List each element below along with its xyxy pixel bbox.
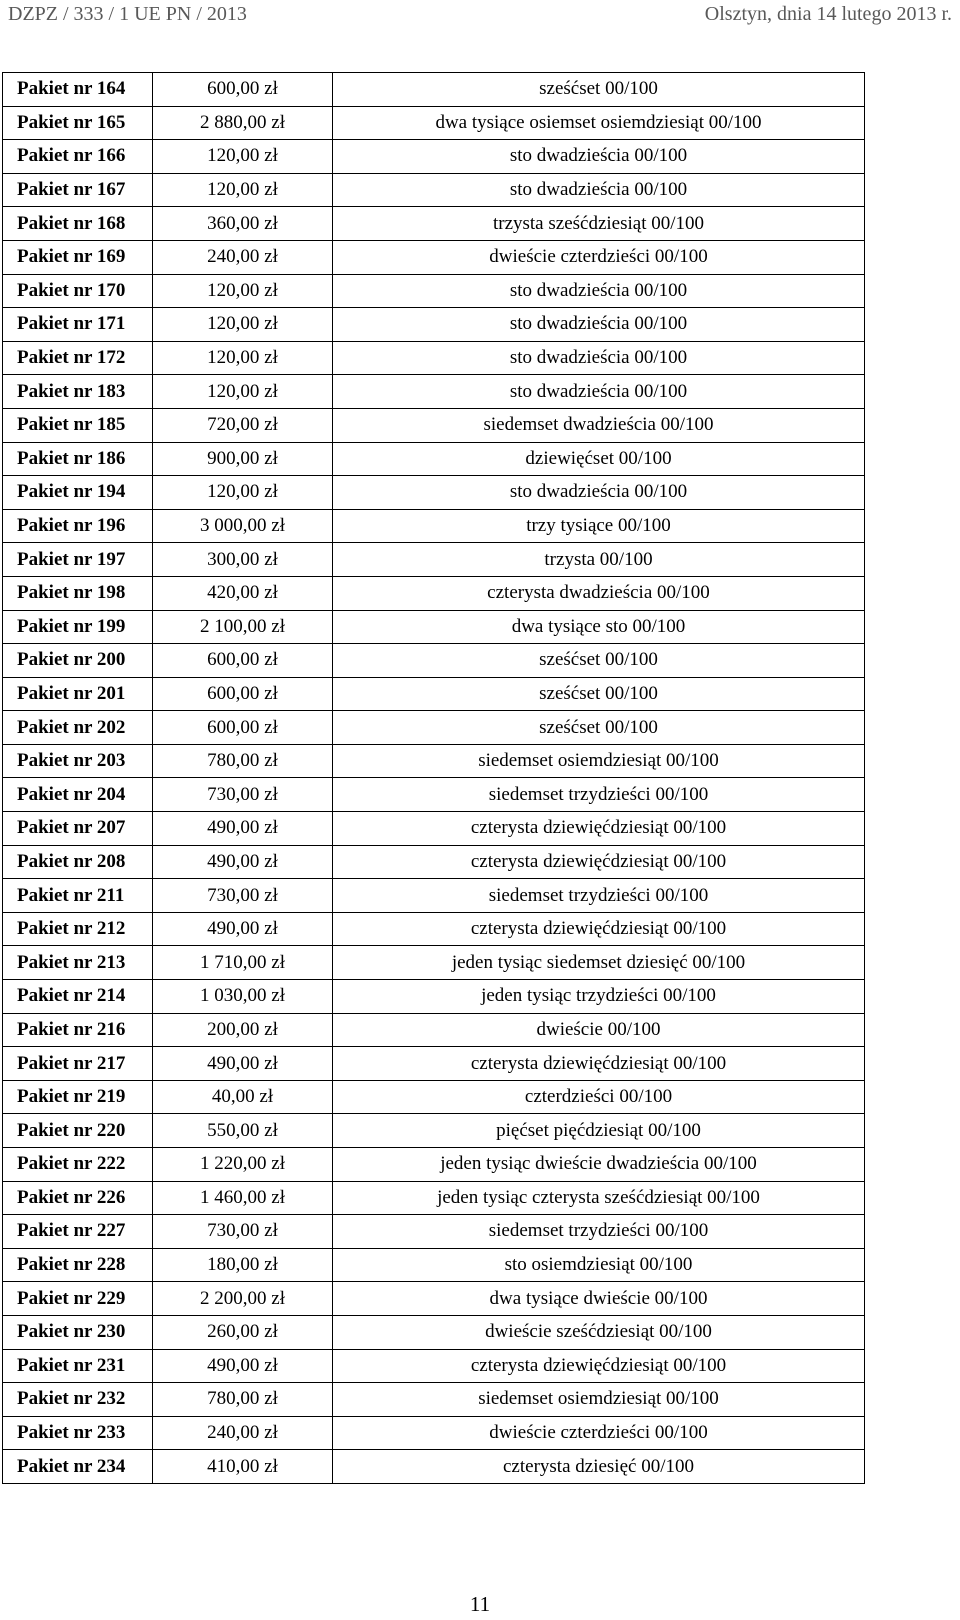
table-row — [3, 173, 865, 207]
amount-cell: 550,00 zł — [153, 1114, 333, 1148]
amount-cell: 240,00 zł — [153, 240, 333, 274]
amount-cell: 730,00 zł — [153, 1215, 333, 1249]
amount-cell: 420,00 zł — [153, 576, 333, 610]
package-number-cell: Pakiet nr 198 — [3, 576, 153, 610]
table-row — [3, 1047, 865, 1081]
package-number-cell: Pakiet nr 197 — [3, 543, 153, 577]
amount-in-words-cell: dziewięćset 00/100 — [333, 442, 865, 476]
amount-cell: 1 460,00 zł — [153, 1181, 333, 1215]
table-row — [3, 274, 865, 308]
table-row — [3, 240, 865, 274]
amount-cell: 2 880,00 zł — [153, 106, 333, 140]
amount-in-words-cell: sześćset 00/100 — [333, 677, 865, 711]
package-number-cell: Pakiet nr 227 — [3, 1215, 153, 1249]
table-row — [3, 1383, 865, 1417]
amount-cell: 120,00 zł — [153, 173, 333, 207]
table-row — [3, 576, 865, 610]
table-row — [3, 912, 865, 946]
amount-cell: 120,00 zł — [153, 476, 333, 510]
table-row — [3, 744, 865, 778]
package-number-cell: Pakiet nr 204 — [3, 778, 153, 812]
amount-in-words-cell: czterysta dziesięć 00/100 — [333, 1450, 865, 1484]
table-row — [3, 1148, 865, 1182]
amount-cell: 240,00 zł — [153, 1416, 333, 1450]
amount-cell: 360,00 zł — [153, 207, 333, 241]
amount-in-words-cell: czterysta dziewięćdziesiąt 00/100 — [333, 845, 865, 879]
amount-cell: 2 200,00 zł — [153, 1282, 333, 1316]
amount-cell: 600,00 zł — [153, 644, 333, 678]
table-row — [3, 946, 865, 980]
amount-in-words-cell: sześćset 00/100 — [333, 73, 865, 107]
document-reference: DZPZ / 333 / 1 UE PN / 2013 — [8, 2, 247, 25]
table-row — [3, 408, 865, 442]
document-date: Olsztyn, dnia 14 lutego 2013 r. — [704, 2, 952, 25]
table-row — [3, 509, 865, 543]
package-number-cell: Pakiet nr 222 — [3, 1148, 153, 1182]
amount-in-words-cell: sześćset 00/100 — [333, 711, 865, 745]
amount-in-words-cell: sto dwadzieścia 00/100 — [333, 173, 865, 207]
amount-cell: 1 030,00 zł — [153, 980, 333, 1014]
amount-in-words-cell: dwieście sześćdziesiąt 00/100 — [333, 1315, 865, 1349]
table-row — [3, 442, 865, 476]
amount-in-words-cell: sto dwadzieścia 00/100 — [333, 274, 865, 308]
packages-table-body — [3, 73, 865, 1484]
amount-cell: 1 220,00 zł — [153, 1148, 333, 1182]
table-row — [3, 207, 865, 241]
amount-in-words-cell: sto dwadzieścia 00/100 — [333, 375, 865, 409]
amount-in-words-cell: trzy tysiące 00/100 — [333, 509, 865, 543]
package-number-cell: Pakiet nr 203 — [3, 744, 153, 778]
amount-in-words-cell: dwieście czterdzieści 00/100 — [333, 240, 865, 274]
package-number-cell: Pakiet nr 207 — [3, 812, 153, 846]
package-number-cell: Pakiet nr 208 — [3, 845, 153, 879]
table-row — [3, 644, 865, 678]
amount-in-words-cell: dwieście 00/100 — [333, 1013, 865, 1047]
amount-cell: 490,00 zł — [153, 845, 333, 879]
table-row — [3, 1450, 865, 1484]
package-number-cell: Pakiet nr 217 — [3, 1047, 153, 1081]
amount-in-words-cell: czterdzieści 00/100 — [333, 1080, 865, 1114]
amount-cell: 780,00 zł — [153, 744, 333, 778]
package-number-cell: Pakiet nr 219 — [3, 1080, 153, 1114]
package-number-cell: Pakiet nr 171 — [3, 308, 153, 342]
table-row — [3, 1080, 865, 1114]
table-row — [3, 308, 865, 342]
package-number-cell: Pakiet nr 213 — [3, 946, 153, 980]
amount-in-words-cell: czterysta dziewięćdziesiąt 00/100 — [333, 1349, 865, 1383]
table-row — [3, 140, 865, 174]
amount-in-words-cell: siedemset trzydzieści 00/100 — [333, 1215, 865, 1249]
amount-in-words-cell: pięćset pięćdziesiąt 00/100 — [333, 1114, 865, 1148]
amount-in-words-cell: czterysta dziewięćdziesiąt 00/100 — [333, 812, 865, 846]
amount-in-words-cell: czterysta dziewięćdziesiąt 00/100 — [333, 1047, 865, 1081]
package-number-cell: Pakiet nr 185 — [3, 408, 153, 442]
amount-in-words-cell: dwa tysiące sto 00/100 — [333, 610, 865, 644]
table-row — [3, 1114, 865, 1148]
amount-in-words-cell: jeden tysiąc dwieście dwadzieścia 00/100 — [333, 1148, 865, 1182]
amount-in-words-cell: dwieście czterdzieści 00/100 — [333, 1416, 865, 1450]
package-number-cell: Pakiet nr 170 — [3, 274, 153, 308]
amount-cell: 720,00 zł — [153, 408, 333, 442]
amount-in-words-cell: trzysta 00/100 — [333, 543, 865, 577]
amount-cell: 600,00 zł — [153, 73, 333, 107]
amount-cell: 730,00 zł — [153, 778, 333, 812]
amount-cell: 780,00 zł — [153, 1383, 333, 1417]
amount-cell: 600,00 zł — [153, 677, 333, 711]
amount-in-words-cell: sto dwadzieścia 00/100 — [333, 308, 865, 342]
amount-cell: 260,00 zł — [153, 1315, 333, 1349]
amount-in-words-cell: jeden tysiąc trzydzieści 00/100 — [333, 980, 865, 1014]
amount-in-words-cell: siedemset dwadzieścia 00/100 — [333, 408, 865, 442]
amount-cell: 490,00 zł — [153, 1047, 333, 1081]
package-number-cell: Pakiet nr 230 — [3, 1315, 153, 1349]
table-row — [3, 980, 865, 1014]
table-row — [3, 1315, 865, 1349]
package-number-cell: Pakiet nr 201 — [3, 677, 153, 711]
amount-in-words-cell: siedemset trzydzieści 00/100 — [333, 778, 865, 812]
table-row — [3, 1215, 865, 1249]
package-number-cell: Pakiet nr 232 — [3, 1383, 153, 1417]
amount-cell: 120,00 zł — [153, 308, 333, 342]
table-row — [3, 879, 865, 913]
page-header — [8, 0, 952, 28]
table-row — [3, 341, 865, 375]
amount-in-words-cell: sto dwadzieścia 00/100 — [333, 341, 865, 375]
amount-in-words-cell: siedemset osiemdziesiąt 00/100 — [333, 1383, 865, 1417]
package-number-cell: Pakiet nr 200 — [3, 644, 153, 678]
amount-cell: 180,00 zł — [153, 1248, 333, 1282]
package-number-cell: Pakiet nr 214 — [3, 980, 153, 1014]
table-row — [3, 73, 865, 107]
amount-cell: 1 710,00 zł — [153, 946, 333, 980]
package-number-cell: Pakiet nr 169 — [3, 240, 153, 274]
amount-in-words-cell: czterysta dwadzieścia 00/100 — [333, 576, 865, 610]
table-row — [3, 1013, 865, 1047]
package-number-cell: Pakiet nr 234 — [3, 1450, 153, 1484]
package-number-cell: Pakiet nr 216 — [3, 1013, 153, 1047]
table-row — [3, 1248, 865, 1282]
table-row — [3, 812, 865, 846]
package-number-cell: Pakiet nr 199 — [3, 610, 153, 644]
package-number-cell: Pakiet nr 231 — [3, 1349, 153, 1383]
amount-in-words-cell: dwa tysiące dwieście 00/100 — [333, 1282, 865, 1316]
table-row — [3, 677, 865, 711]
amount-in-words-cell: trzysta sześćdziesiąt 00/100 — [333, 207, 865, 241]
amount-in-words-cell: sześćset 00/100 — [333, 644, 865, 678]
package-number-cell: Pakiet nr 167 — [3, 173, 153, 207]
amount-in-words-cell: sto osiemdziesiąt 00/100 — [333, 1248, 865, 1282]
packages-table — [2, 72, 865, 1484]
table-row — [3, 1416, 865, 1450]
amount-cell: 900,00 zł — [153, 442, 333, 476]
amount-cell: 730,00 zł — [153, 879, 333, 913]
package-number-cell: Pakiet nr 220 — [3, 1114, 153, 1148]
amount-cell: 120,00 zł — [153, 140, 333, 174]
package-number-cell: Pakiet nr 212 — [3, 912, 153, 946]
table-row — [3, 610, 865, 644]
amount-in-words-cell: jeden tysiąc czterysta sześćdziesiąt 00/100 — [333, 1181, 865, 1215]
package-number-cell: Pakiet nr 172 — [3, 341, 153, 375]
package-number-cell: Pakiet nr 229 — [3, 1282, 153, 1316]
table-row — [3, 106, 865, 140]
package-number-cell: Pakiet nr 166 — [3, 140, 153, 174]
amount-cell: 3 000,00 zł — [153, 509, 333, 543]
amount-in-words-cell: sto dwadzieścia 00/100 — [333, 476, 865, 510]
amount-in-words-cell: dwa tysiące osiemset osiemdziesiąt 00/100 — [333, 106, 865, 140]
table-row — [3, 778, 865, 812]
amount-cell: 120,00 zł — [153, 341, 333, 375]
package-number-cell: Pakiet nr 226 — [3, 1181, 153, 1215]
amount-cell: 410,00 zł — [153, 1450, 333, 1484]
package-number-cell: Pakiet nr 196 — [3, 509, 153, 543]
amount-cell: 200,00 zł — [153, 1013, 333, 1047]
table-row — [3, 1349, 865, 1383]
amount-in-words-cell: jeden tysiąc siedemset dziesięć 00/100 — [333, 946, 865, 980]
table-row — [3, 711, 865, 745]
amount-in-words-cell: sto dwadzieścia 00/100 — [333, 140, 865, 174]
package-number-cell: Pakiet nr 228 — [3, 1248, 153, 1282]
amount-cell: 2 100,00 zł — [153, 610, 333, 644]
amount-cell: 490,00 zł — [153, 912, 333, 946]
amount-cell: 490,00 zł — [153, 812, 333, 846]
amount-in-words-cell: czterysta dziewięćdziesiąt 00/100 — [333, 912, 865, 946]
table-row — [3, 1181, 865, 1215]
package-number-cell: Pakiet nr 164 — [3, 73, 153, 107]
package-number-cell: Pakiet nr 202 — [3, 711, 153, 745]
table-row — [3, 1282, 865, 1316]
table-row — [3, 375, 865, 409]
package-number-cell: Pakiet nr 211 — [3, 879, 153, 913]
package-number-cell: Pakiet nr 233 — [3, 1416, 153, 1450]
package-number-cell: Pakiet nr 194 — [3, 476, 153, 510]
amount-cell: 120,00 zł — [153, 375, 333, 409]
amount-in-words-cell: siedemset osiemdziesiąt 00/100 — [333, 744, 865, 778]
amount-cell: 300,00 zł — [153, 543, 333, 577]
table-row — [3, 543, 865, 577]
amount-in-words-cell: siedemset trzydzieści 00/100 — [333, 879, 865, 913]
amount-cell: 490,00 zł — [153, 1349, 333, 1383]
amount-cell: 120,00 zł — [153, 274, 333, 308]
package-number-cell: Pakiet nr 165 — [3, 106, 153, 140]
package-number-cell: Pakiet nr 186 — [3, 442, 153, 476]
package-number-cell: Pakiet nr 183 — [3, 375, 153, 409]
amount-cell: 600,00 zł — [153, 711, 333, 745]
amount-cell: 40,00 zł — [153, 1080, 333, 1114]
package-number-cell: Pakiet nr 168 — [3, 207, 153, 241]
page-number: 11 — [469, 1592, 491, 1616]
table-row — [3, 476, 865, 510]
table-row — [3, 845, 865, 879]
